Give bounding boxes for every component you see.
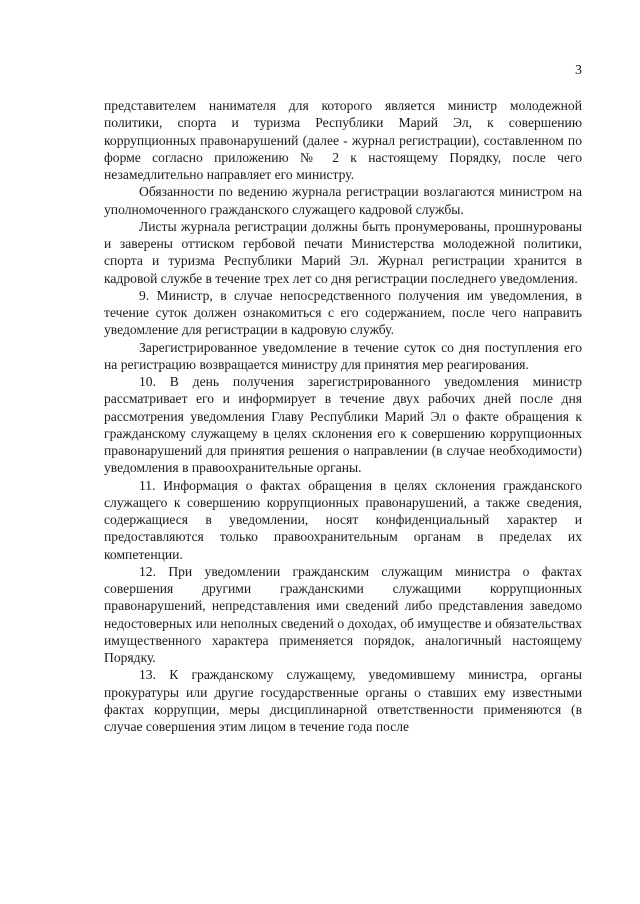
paragraph-item-10: 10. В день получения зарегистрированного уведомления министр рассматривает его и информирует в течение двух рабочих дней после дня рассмотрения уведомления Главу Республики Марий Эл о факте обращения к гражданскому служащему в целях склонения его к совершению коррупционных правонарушений для принятия решения о направлении (в случае необходимости) уведомления в правоохранительные органы. <box>104 374 582 476</box>
paragraph-continuation: представителем нанимателя для которого является министр молодежной политики, спорта и туризма Республики Марий Эл, к совершению коррупционных правонарушений (далее - журнал регистрации), составленном по форме согласно приложению № 2 к настоящему Порядку, после чего незамедлительно направляет его министру. <box>104 98 582 182</box>
paragraph-item-9: 9. Министр, в случае непосредственного получения им уведомления, в течение суток должен ознакомиться с его содержанием, после чего направить уведомление для регистрации в кадровую службу. <box>104 287 582 338</box>
paragraph-journal-sheets: Листы журнала регистрации должны быть пронумерованы, прошнурованы и заверены оттиском гербовой печати Министерства молодежной политики, спорта и туризма Республики Марий Эл. Журнал регистрации хранится в кадровой службе в течение трех лет со дня регистрации последнего уведомления. <box>104 218 582 286</box>
paragraph-registered-notice: Зарегистрированное уведомление в течение суток со дня поступления его на регистрацию возвращается министру для принятия мер реагирования. <box>104 339 582 372</box>
paragraph-item-12: 12. При уведомлении гражданским служащим министра о фактах совершения другими гражданскими служащими коррупционных правонарушений, непредставления ими сведений либо представления заведомо недостоверных или неполных сведений о доходах, об имуществе и обязательствах имущественного характера применяется порядок, аналогичный настоящему Порядку. <box>104 563 582 665</box>
page-number: 3 <box>575 63 582 78</box>
paragraph-journal-duties: Обязанности по ведению журнала регистрации возлагаются министром на уполномоченного гражданского служащего кадровой службы. <box>104 184 582 217</box>
paragraph-item-11: 11. Информация о фактах обращения в целях склонения гражданского служащего к совершению коррупционных правонарушений, а также сведения, содержащиеся в уведомлении, носят конфиденциальный характер и предоставляются только правоохранительным органам в пределах их компетенции. <box>104 477 582 562</box>
paragraph-item-13: 13. К гражданскому служащему, уведомившему министра, органы прокуратуры или другие государственные органы о ставших ему известными фактах коррупции, меры дисциплинарной ответственности применяются (в случае совершения этим лицом в течение года после <box>104 667 582 734</box>
document-body <box>104 97 582 735</box>
